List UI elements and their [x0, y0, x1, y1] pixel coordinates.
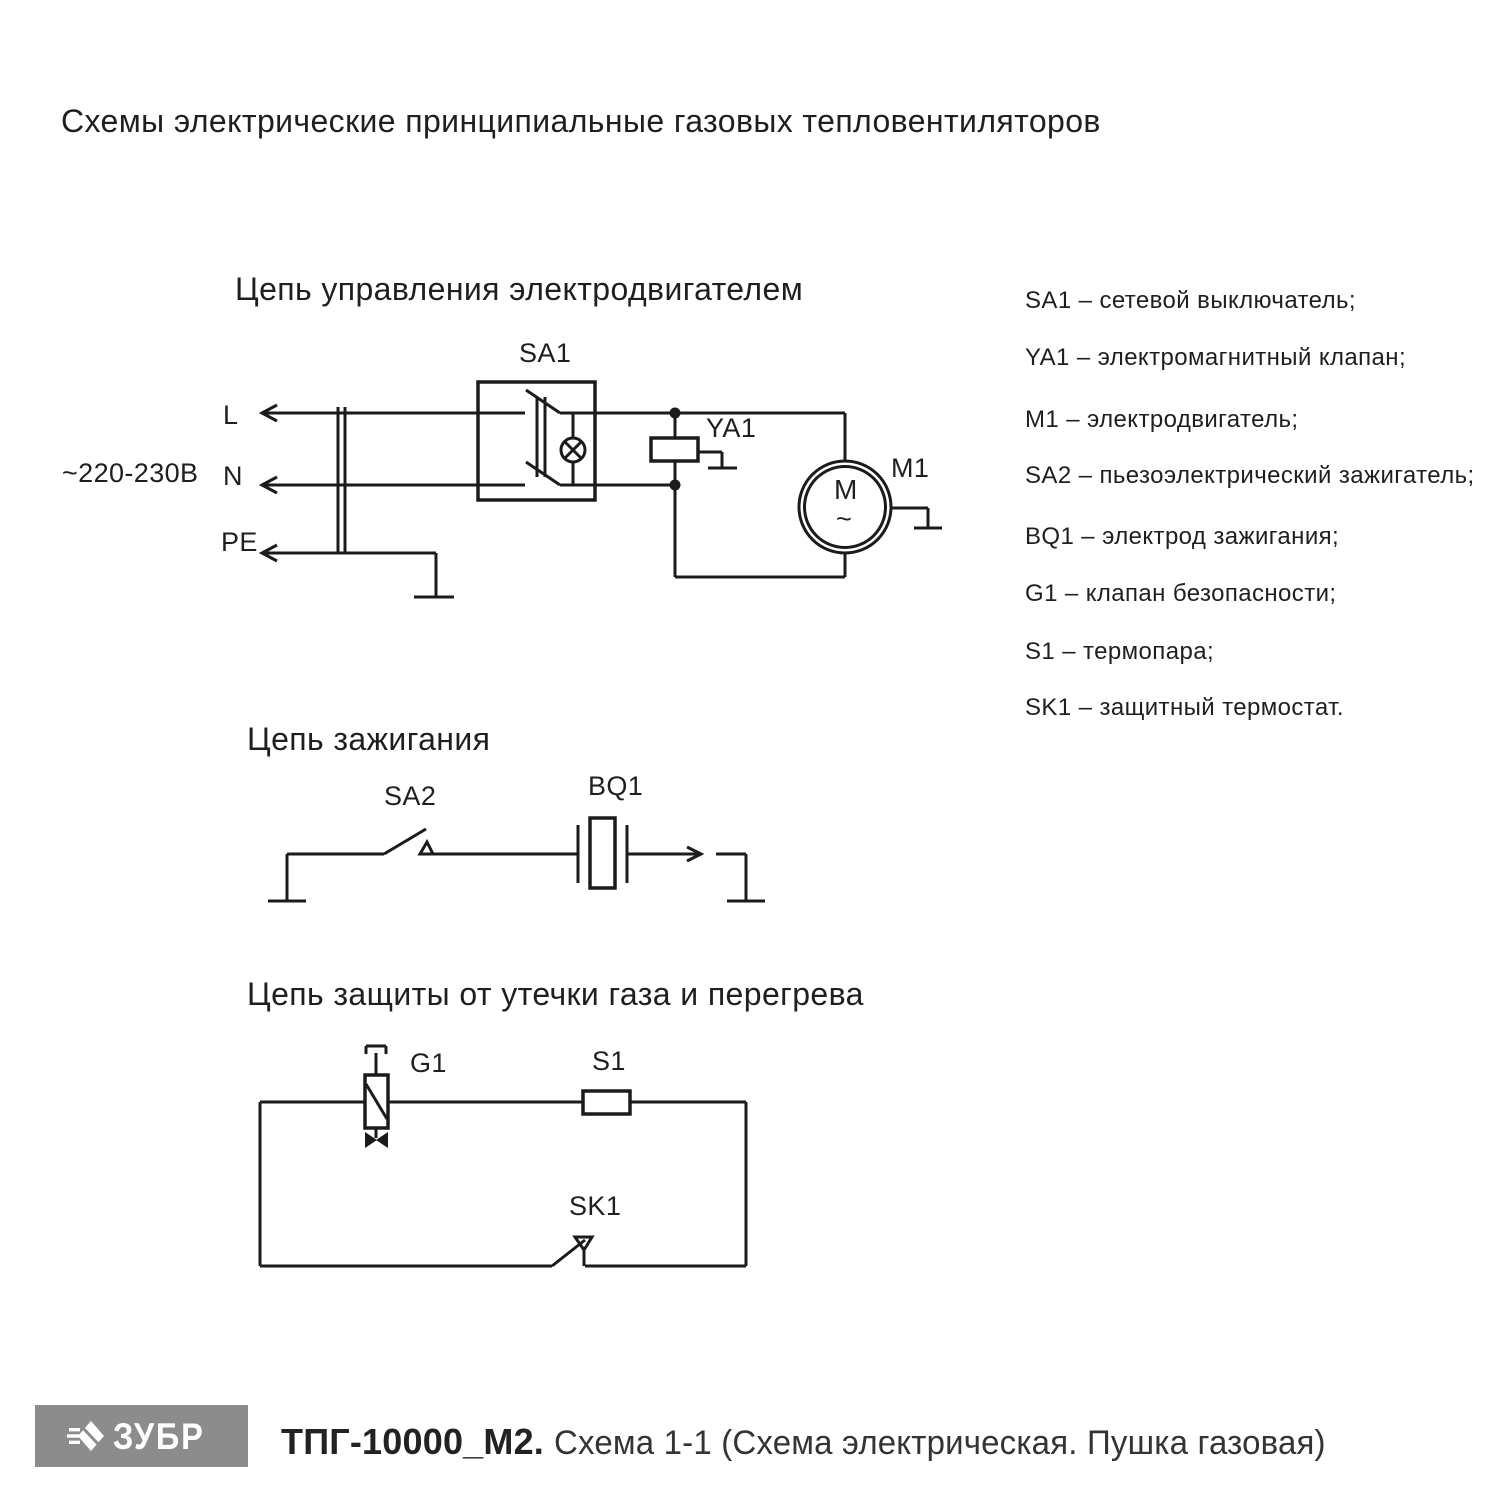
page-title: Схемы электрические принципиальные газовых тепловентиляторов — [61, 103, 1101, 139]
voltage-label: ~220-230В — [62, 458, 199, 488]
legend-item: M1 – электродвигатель; — [1025, 406, 1299, 433]
ignition-circuit — [268, 818, 765, 901]
wire-pe-label: PE — [221, 527, 258, 557]
motor-letter: M — [834, 474, 858, 505]
m1-label: M1 — [891, 453, 930, 483]
s1-thermocouple-symbol — [583, 1091, 630, 1114]
sa2-label: SA2 — [384, 781, 437, 811]
sk1-label: SK1 — [569, 1191, 622, 1221]
arrow-left-icon — [262, 405, 277, 561]
motor-ac-symbol: ~ — [836, 504, 853, 534]
s1-label: S1 — [592, 1046, 626, 1076]
sa2-switch-symbol — [384, 829, 433, 854]
ground-icon — [891, 508, 942, 528]
wire-n-label: N — [223, 461, 243, 491]
wire-l-out — [560, 413, 845, 461]
g1-valve-symbol — [365, 1046, 388, 1148]
scheme-caption: Схема 1-1 (Схема электрическая. Пушка газовая) — [554, 1424, 1326, 1462]
valve-bowtie-icon — [365, 1128, 388, 1148]
ground-icon — [414, 553, 454, 597]
wire-l-label: L — [223, 400, 239, 430]
zubr-logo-icon — [66, 1416, 106, 1456]
sk1-thermostat-symbol — [552, 1237, 592, 1266]
sa1-label: SA1 — [519, 338, 572, 368]
junction-dot — [670, 408, 681, 419]
legend-item: YA1 – электромагнитный клапан; — [1025, 344, 1407, 371]
circuit3-title: Цепь защиты от утечки газа и перегрева — [247, 976, 864, 1012]
brand-name: ЗУБР — [112, 1415, 205, 1457]
bq1-electrode-symbol — [578, 818, 627, 888]
circuit2-title: Цепь зажигания — [247, 721, 491, 757]
m1-motor-symbol — [799, 461, 942, 553]
footer-caption-line — [281, 1421, 1350, 1463]
g1-label: G1 — [410, 1048, 447, 1078]
legend-item: S1 – термопара; — [1025, 638, 1215, 665]
ground-icon — [716, 854, 765, 901]
ya1-label: YA1 — [706, 413, 757, 443]
junction-dot — [670, 480, 681, 491]
ground-icon — [268, 854, 306, 901]
sa1-switch-symbol — [478, 382, 595, 500]
model-number: ТПГ-10000_М2. — [281, 1421, 545, 1462]
cable-bundle-mark — [338, 407, 345, 553]
legend-item: SK1 – защитный термостат. — [1025, 694, 1344, 721]
loop-wire — [260, 1102, 746, 1266]
legend-item: G1 – клапан безопасности; — [1025, 580, 1337, 607]
lamp-icon — [561, 413, 585, 485]
ya1-solenoid-symbol — [651, 418, 737, 480]
motor-control-circuit — [262, 382, 942, 597]
brand-logo — [35, 1405, 248, 1467]
legend-item: SA1 – сетевой выключатель; — [1025, 287, 1356, 314]
wire-n-out — [560, 485, 845, 577]
protection-circuit — [260, 1046, 746, 1266]
bq1-label: BQ1 — [588, 771, 644, 801]
circuit1-title: Цепь управления электродвигателем — [235, 271, 804, 307]
legend-item: BQ1 – электрод зажигания; — [1025, 523, 1340, 550]
legend-item: SA2 – пьезоэлектрический зажигатель; — [1025, 462, 1475, 489]
ground-icon — [698, 452, 737, 468]
